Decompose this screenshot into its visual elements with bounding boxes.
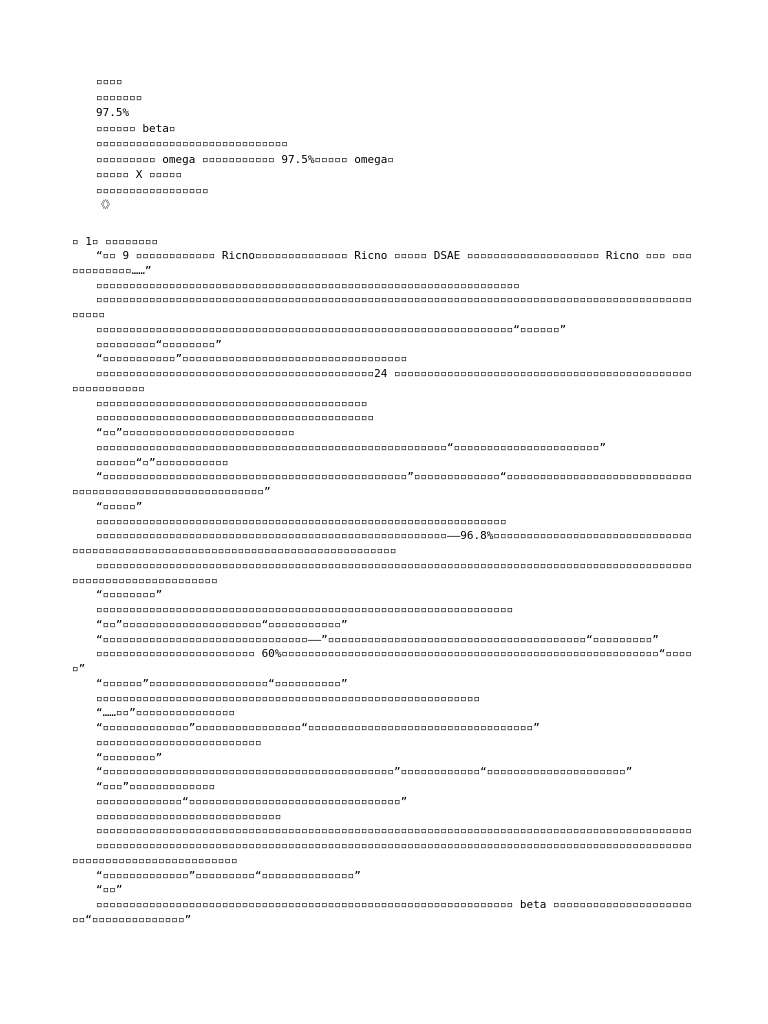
paragraph: “▫▫▫▫▫▫▫▫▫▫▫▫▫▫▫▫▫▫▫▫▫▫▫▫▫▫▫▫▫▫▫▫▫▫▫▫▫▫▫▫▫▫▫▫▫▫”▫▫▫▫▫▫▫▫▫▫▫▫▫“▫▫▫▫▫▫▫▫▫▫▫▫▫▫▫▫▫▫▫▫▫▫▫▫▫▫▫▫▫▫▫▫▫▫▫▫▫▫▫▫▫▫▫▫▫▫▫▫▫▫▫▫▫▫▫▫▫” (72, 470, 693, 498)
front-matter-line: ▫▫▫▫▫▫▫ (96, 90, 143, 104)
front-matter-line: ▫▫▫▫▫▫▫▫▫▫▫▫▫▫▫▫▫ (96, 183, 209, 197)
front-matter-line: ▫▫▫▫▫▫▫▫▫▫▫▫▫▫▫▫▫▫▫▫▫▫▫▫▫▫▫▫▫ (96, 137, 289, 150)
paragraph: ▫▫▫▫▫▫▫▫▫▫▫▫▫▫▫▫▫▫▫▫▫▫▫▫▫▫▫▫▫▫▫▫▫▫▫▫▫▫▫▫▫▫▫▫▫▫▫▫▫▫▫▫▫——96.8%▫▫▫▫▫▫▫▫▫▫▫▫▫▫▫▫▫▫▫▫▫▫▫▫▫▫▫▫▫▫▫▫▫▫▫▫▫▫▫▫▫▫▫▫▫▫▫▫▫▫▫▫▫▫▫▫▫▫▫▫▫▫▫▫▫▫▫▫▫▫▫▫▫▫▫▫▫▫▫ (72, 529, 693, 557)
paragraph: ▫▫▫▫▫▫▫▫▫▫▫▫▫▫▫▫▫▫▫▫▫▫▫▫▫▫▫▫▫▫▫▫▫▫▫▫▫▫▫▫▫▫▫▫▫▫▫▫▫▫▫▫▫▫▫▫▫▫▫▫▫▫▫▫▫▫▫▫▫▫▫▫▫▫▫▫▫▫▫▫▫▫▫▫▫▫▫▫▫▫ (96, 824, 693, 838)
chapter-heading: ▫ 1▫ ▫▫▫▫▫▫▫▫ (72, 235, 159, 248)
paragraph: ▫▫▫▫▫▫▫▫▫“▫▫▫▫▫▫▫▫” (96, 337, 222, 351)
paragraph: ▫▫▫▫▫▫▫▫▫▫▫▫▫▫▫▫▫▫▫▫▫▫▫▫▫▫▫▫▫▫▫▫▫▫▫▫▫▫▫▫▫▫▫▫▫▫▫▫▫▫▫▫▫“▫▫▫▫▫▫▫▫▫▫▫▫▫▫▫▫▫▫▫▫▫▫” (96, 440, 606, 454)
paragraph: “▫▫▫▫▫▫▫▫▫▫▫▫▫”▫▫▫▫▫▫▫▫▫▫▫▫▫▫▫▫“▫▫▫▫▫▫▫▫▫▫▫▫▫▫▫▫▫▫▫▫▫▫▫▫▫▫▫▫▫▫▫▫▫▫” (96, 721, 540, 734)
paragraph: ▫▫▫▫▫▫▫▫▫▫▫▫▫▫▫▫▫▫▫▫▫▫▫▫▫▫▫▫▫▫▫▫▫▫▫▫▫▫▫▫▫▫▫▫▫▫▫▫▫▫▫▫▫▫▫▫▫▫▫▫▫▫▫▫▫▫▫▫▫▫▫▫▫▫▫▫▫▫▫▫▫▫▫▫▫▫▫▫▫▫▫▫▫▫▫ (72, 293, 693, 321)
front-matter-line: ▫▫▫▫▫▫ beta▫ (96, 121, 176, 135)
paragraph: ▫▫▫▫▫▫▫▫▫▫▫▫▫▫▫▫▫▫▫▫▫▫▫▫▫▫▫▫▫▫▫▫▫▫▫▫▫▫▫▫▫▫▫▫▫▫▫▫▫▫▫▫▫▫▫▫▫▫ (96, 691, 481, 705)
paragraph: ▫▫▫▫▫▫▫▫▫▫▫▫▫▫▫▫▫▫▫▫▫▫▫▫▫▫▫▫ (96, 809, 282, 823)
paragraph: ▫▫▫▫▫▫▫▫▫▫▫▫▫▫▫▫▫▫▫▫▫▫▫▫▫▫▫▫▫▫▫▫▫▫▫▫▫▫▫▫▫▫24 ▫▫▫▫▫▫▫▫▫▫▫▫▫▫▫▫▫▫▫▫▫▫▫▫▫▫▫▫▫▫▫▫▫▫▫▫▫▫▫▫▫▫▫▫▫▫▫▫▫▫▫▫▫▫▫▫ (72, 367, 693, 395)
paragraph: “▫▫▫▫▫▫▫▫▫▫▫▫▫▫▫▫▫▫▫▫▫▫▫▫▫▫▫▫▫▫▫——”▫▫▫▫▫▫▫▫▫▫▫▫▫▫▫▫▫▫▫▫▫▫▫▫▫▫▫▫▫▫▫▫▫▫▫▫▫▫▫“▫▫▫▫▫▫▫▫▫” (96, 632, 659, 646)
paragraph: “……▫▫”▫▫▫▫▫▫▫▫▫▫▫▫▫▫▫ (96, 706, 236, 720)
paragraph: ▫▫▫▫▫▫▫▫▫▫▫▫▫▫▫▫▫▫▫▫▫▫▫▫▫▫▫▫▫▫▫▫▫▫▫▫▫▫▫▫▫▫▫▫▫▫▫▫▫▫▫▫▫▫▫▫▫▫▫▫▫▫▫▫▫▫▫▫▫▫▫▫▫▫▫▫▫▫▫▫▫▫▫▫▫▫▫▫▫▫▫▫▫▫▫▫▫▫▫▫▫▫▫▫▫▫▫▫▫▫▫▫ (72, 558, 693, 587)
paragraph: ▫▫▫▫▫▫▫▫▫▫▫▫▫▫▫▫▫▫▫▫▫▫▫▫▫▫▫▫▫▫▫▫▫▫▫▫▫▫▫▫▫▫▫▫▫▫▫▫▫▫▫▫▫▫▫▫▫▫▫▫▫▫▫▫ (96, 278, 520, 292)
paragraph: “▫▫▫”▫▫▫▫▫▫▫▫▫▫▫▫▫ (96, 780, 216, 793)
paragraph: “▫▫▫▫▫▫”▫▫▫▫▫▫▫▫▫▫▫▫▫▫▫▫▫▫“▫▫▫▫▫▫▫▫▫▫” (96, 676, 348, 690)
paragraph: ▫▫▫▫▫▫▫▫▫▫▫▫▫▫▫▫▫▫▫▫▫▫▫▫ 60%▫▫▫▫▫▫▫▫▫▫▫▫▫▫▫▫▫▫▫▫▫▫▫▫▫▫▫▫▫▫▫▫▫▫▫▫▫▫▫▫▫▫▫▫▫▫▫▫▫▫▫▫▫▫▫▫▫“▫▫▫▫▫” (72, 647, 693, 675)
front-matter (96, 74, 716, 214)
paragraph: “▫▫”▫▫▫▫▫▫▫▫▫▫▫▫▫▫▫▫▫▫▫▫▫“▫▫▫▫▫▫▫▫▫▫▫” (96, 617, 348, 631)
paragraph: ▫▫▫▫▫▫▫▫▫▫▫▫▫▫▫▫▫▫▫▫▫▫▫▫▫▫▫▫▫▫▫▫▫▫▫▫▫▫▫▫▫ (96, 396, 368, 410)
paragraph: ▫▫▫▫▫▫▫▫▫▫▫▫▫▫▫▫▫▫▫▫▫▫▫▫▫▫▫▫▫▫▫▫▫▫▫▫▫▫▫▫▫▫▫▫▫▫▫▫▫▫▫▫▫▫▫▫▫▫▫▫▫▫▫▫▫▫▫▫▫▫▫▫▫▫▫▫▫▫▫▫▫▫▫▫▫▫▫▫▫▫▫▫▫▫▫▫▫▫▫▫▫▫▫▫▫▫▫▫▫▫▫▫▫▫▫ (72, 839, 693, 867)
paragraph: “▫▫▫▫▫▫▫▫” (96, 750, 163, 764)
paragraph-list (72, 249, 696, 928)
front-matter-line: ▫▫▫▫▫ X ▫▫▫▫▫ (96, 168, 183, 181)
paragraph: ▫▫▫▫▫▫▫▫▫▫▫▫▫▫▫▫▫▫▫▫▫▫▫▫▫▫▫▫▫▫▫▫▫▫▫▫▫▫▫▫▫▫▫▫▫▫▫▫▫▫▫▫▫▫▫▫▫▫▫▫▫▫ (96, 514, 507, 528)
publisher-logo: 《》 (96, 200, 114, 211)
paragraph: “▫▫▫▫▫▫▫▫▫▫▫▫▫▫▫▫▫▫▫▫▫▫▫▫▫▫▫▫▫▫▫▫▫▫▫▫▫▫▫▫▫▫▫▫”▫▫▫▫▫▫▫▫▫▫▫▫“▫▫▫▫▫▫▫▫▫▫▫▫▫▫▫▫▫▫▫▫▫” (96, 765, 633, 779)
front-matter-line: ▫▫▫▫▫▫▫▫▫ omega ▫▫▫▫▫▫▫▫▫▫▫ 97.5%▫▫▫▫▫ omega▫ (96, 152, 395, 166)
paragraph: “▫▫”▫▫▫▫▫▫▫▫▫▫▫▫▫▫▫▫▫▫▫▫▫▫▫▫▫▫ (96, 426, 295, 439)
paragraph: ▫▫▫▫▫▫▫▫▫▫▫▫▫▫▫▫▫▫▫▫▫▫▫▫▫ (96, 735, 262, 749)
chapter-body (72, 235, 696, 928)
paragraph: ▫▫▫▫▫▫▫▫▫▫▫▫▫▫▫▫▫▫▫▫▫▫▫▫▫▫▫▫▫▫▫▫▫▫▫▫▫▫▫▫▫▫▫▫▫▫▫▫▫▫▫▫▫▫▫▫▫▫▫▫▫▫▫“▫▫▫▫▫▫” (96, 322, 567, 336)
paragraph: ▫▫▫▫▫▫“▫”▫▫▫▫▫▫▫▫▫▫▫ (96, 455, 229, 469)
paragraph: “▫▫▫▫▫▫▫▫▫▫▫”▫▫▫▫▫▫▫▫▫▫▫▫▫▫▫▫▫▫▫▫▫▫▫▫▫▫▫▫▫▫▫▫▫▫ (96, 352, 408, 366)
paragraph: “▫▫▫▫▫▫▫▫” (96, 588, 163, 602)
paragraph: ▫▫▫▫▫▫▫▫▫▫▫▫▫▫▫▫▫▫▫▫▫▫▫▫▫▫▫▫▫▫▫▫▫▫▫▫▫▫▫▫▫▫▫▫▫▫▫▫▫▫▫▫▫▫▫▫▫▫▫▫▫▫▫ (96, 603, 514, 616)
paragraph: ▫▫▫▫▫▫▫▫▫▫▫▫▫“▫▫▫▫▫▫▫▫▫▫▫▫▫▫▫▫▫▫▫▫▫▫▫▫▫▫▫▫▫▫▫▫” (96, 794, 408, 808)
paragraph: ▫▫▫▫▫▫▫▫▫▫▫▫▫▫▫▫▫▫▫▫▫▫▫▫▫▫▫▫▫▫▫▫▫▫▫▫▫▫▫▫▫▫▫▫▫▫▫▫▫▫▫▫▫▫▫▫▫▫▫▫▫▫▫ beta ▫▫▫▫▫▫▫▫▫▫▫▫▫▫▫▫▫▫▫▫▫▫▫“▫▫▫▫▫▫▫▫▫▫▫▫▫▫” (72, 898, 693, 926)
paragraph: “▫▫ 9 ▫▫▫▫▫▫▫▫▫▫▫▫ Ricno▫▫▫▫▫▫▫▫▫▫▫▫▫▫ Ricno ▫▫▫▫▫ DSAE ▫▫▫▫▫▫▫▫▫▫▫▫▫▫▫▫▫▫▫▫ Ricno ▫▫▫ ▫▫▫▫▫▫▫▫▫▫▫▫……” (72, 249, 693, 277)
paragraph: “▫▫” (96, 883, 123, 897)
front-matter-line: 97.5% (96, 106, 130, 119)
paragraph: “▫▫▫▫▫” (96, 499, 143, 513)
paragraph: ▫▫▫▫▫▫▫▫▫▫▫▫▫▫▫▫▫▫▫▫▫▫▫▫▫▫▫▫▫▫▫▫▫▫▫▫▫▫▫▫▫▫ (96, 411, 375, 425)
front-matter-line: ▫▫▫▫ (96, 75, 123, 88)
paragraph: “▫▫▫▫▫▫▫▫▫▫▫▫▫”▫▫▫▫▫▫▫▫▫“▫▫▫▫▫▫▫▫▫▫▫▫▫▫” (96, 868, 361, 882)
